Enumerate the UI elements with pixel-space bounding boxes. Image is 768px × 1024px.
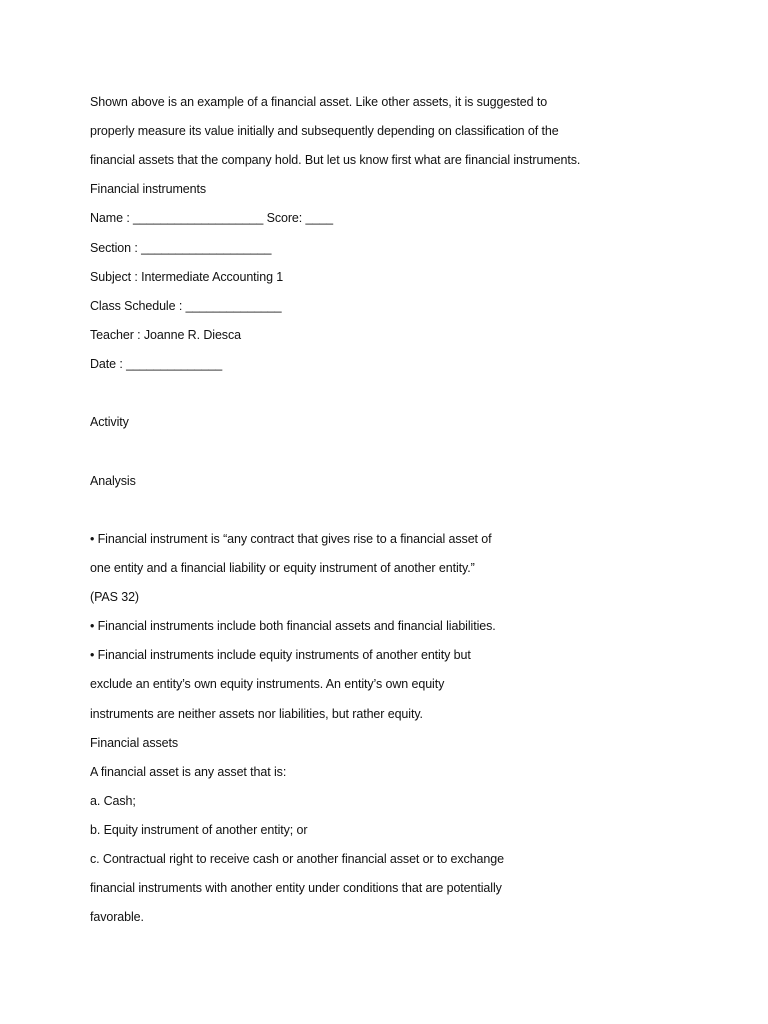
bullet-assets-liabilities: • Financial instruments include both financial assets and financial liabilities. [90, 619, 496, 633]
section-title-financial-instruments: Financial instruments [90, 182, 207, 196]
bullet-definition-line-1: • Financial instrument is “any contract that gives rise to a financial asset of [90, 532, 492, 546]
section-line: Section : ___________________ [90, 241, 272, 255]
heading-activity: Activity [90, 415, 129, 429]
item-equity-instrument: b. Equity instrument of another entity; or [90, 823, 308, 837]
item-cash: a. Cash; [90, 794, 136, 808]
bullet-equity-line-1: • Financial instruments include equity instruments of another entity but [90, 648, 471, 662]
subject-line: Subject : Intermediate Accounting 1 [90, 270, 284, 284]
intro-line-1: Shown above is an example of a financial asset. Like other assets, it is suggested to [90, 95, 548, 109]
bullet-definition-reference: (PAS 32) [90, 590, 139, 604]
financial-asset-definition: A financial asset is any asset that is: [90, 765, 287, 779]
item-contractual-right-line-3: favorable. [90, 910, 144, 924]
heading-financial-assets: Financial assets [90, 736, 179, 750]
bullet-definition-line-2: one entity and a financial liability or equity instrument of another entity.” [90, 561, 475, 575]
bullet-equity-line-3: instruments are neither assets nor liabilities, but rather equity. [90, 707, 423, 721]
item-contractual-right-line-1: c. Contractual right to receive cash or another financial asset or to exchange [90, 852, 504, 866]
intro-line-2: properly measure its value initially and subsequently depending on classification of the [90, 124, 559, 138]
name-score-line: Name : ___________________ Score: ____ [90, 211, 333, 225]
intro-line-3: financial assets that the company hold. But let us know first what are financial instruments. [90, 153, 581, 167]
date-line: Date : ______________ [90, 357, 223, 371]
heading-analysis: Analysis [90, 474, 136, 488]
bullet-equity-line-2: exclude an entity’s own equity instruments. An entity’s own equity [90, 677, 445, 691]
item-contractual-right-line-2: financial instruments with another entity under conditions that are potentially [90, 881, 502, 895]
teacher-line: Teacher : Joanne R. Diesca [90, 328, 241, 342]
class-schedule-line: Class Schedule : ______________ [90, 299, 282, 313]
